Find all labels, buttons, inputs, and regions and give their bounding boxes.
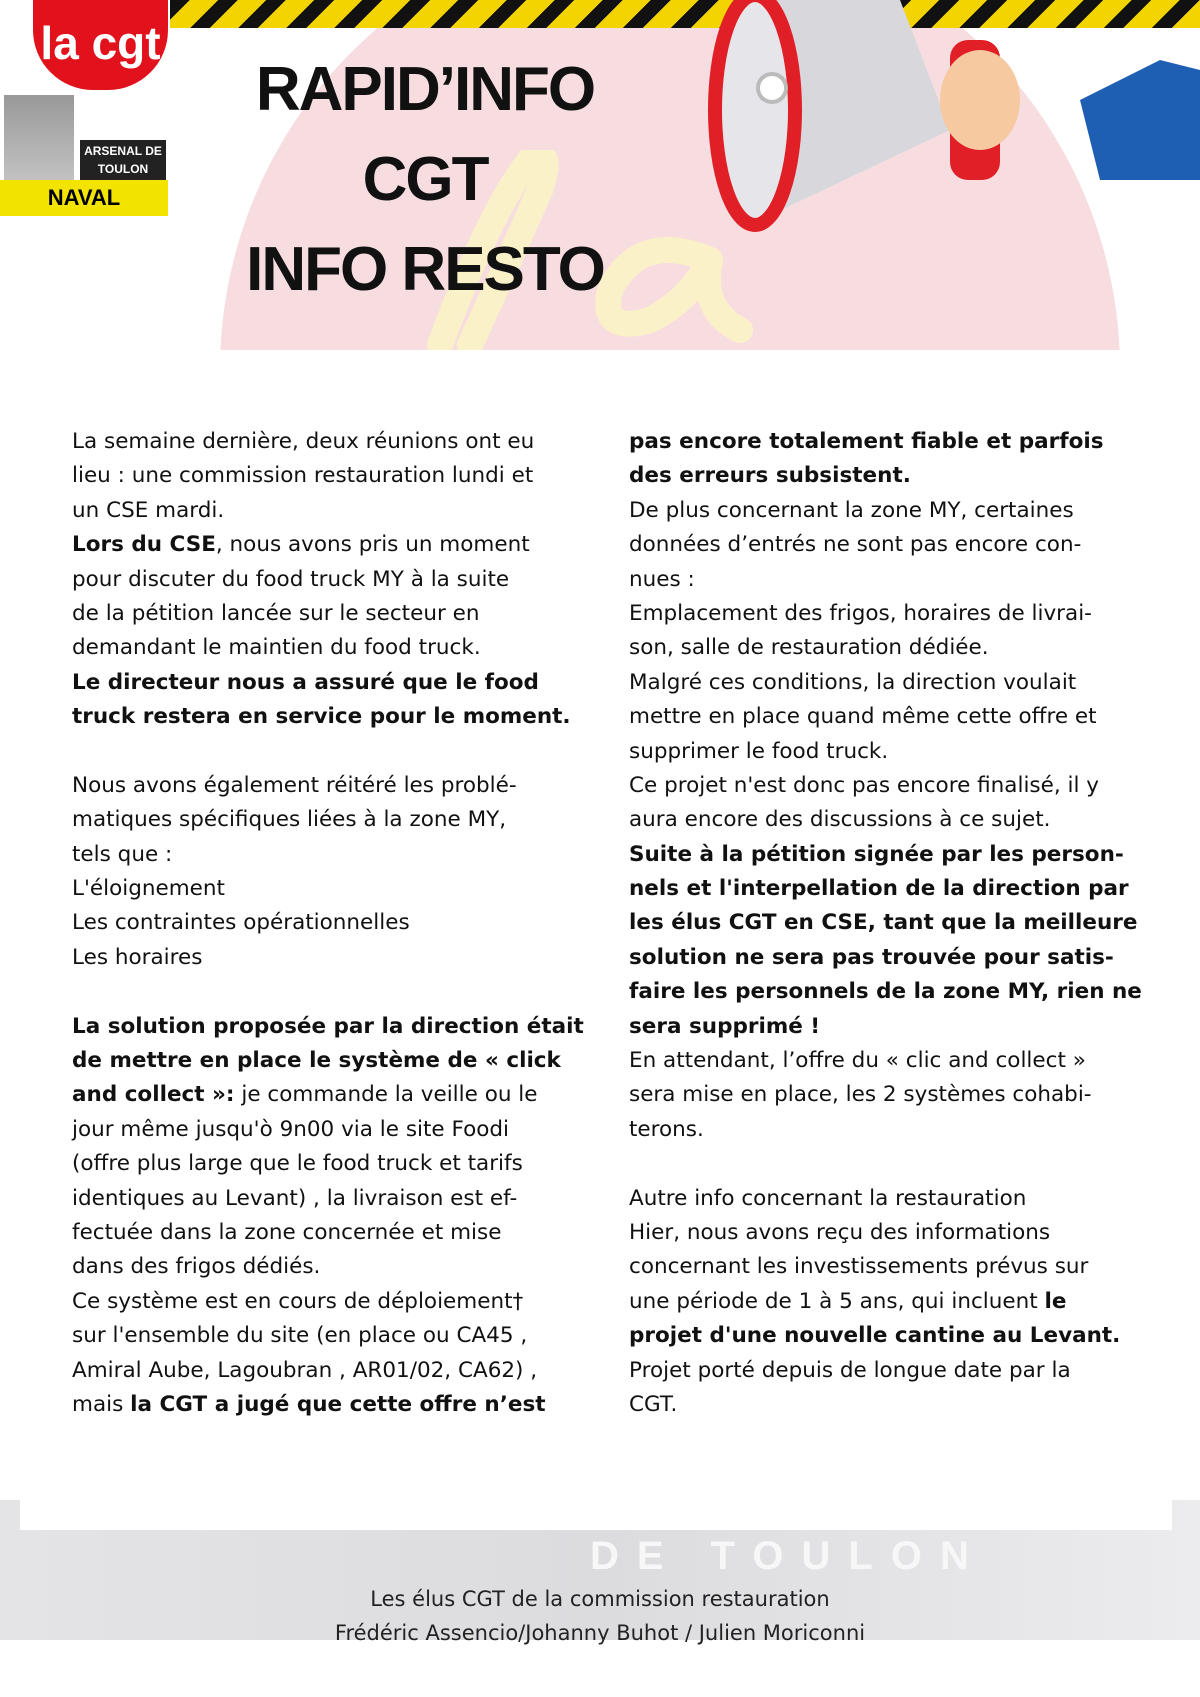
bold-text: La solution proposée par la direction était (72, 1013, 584, 1039)
text: sera mise en place, les 2 systèmes cohabi- (629, 1082, 1092, 1108)
text-line (72, 769, 592, 803)
text: sur l'ensemble du site (en place ou CA45 , (72, 1323, 528, 1349)
warning-stripes (170, 0, 1200, 28)
text-line (72, 494, 592, 528)
sleeve-icon (1080, 40, 1200, 180)
bold-text: faire les personnels de la zone MY, rien ne (629, 979, 1142, 1005)
text-line (629, 563, 1149, 597)
text: matiques spécifiques liées à la zone MY, (72, 807, 507, 833)
text-line (72, 1216, 592, 1250)
text: Projet porté depuis de longue date par la (629, 1357, 1071, 1383)
text-line (72, 1010, 592, 1044)
text: nues : (629, 566, 695, 592)
title-line-1: RAPID’INFO (255, 55, 595, 124)
footer-signature-line-1: Les élus CGT de la commission restauration (370, 1587, 830, 1611)
bold-text: Lors du CSE (72, 532, 216, 558)
text: Malgré ces conditions, la direction voulait (629, 669, 1077, 695)
text: mais (72, 1391, 131, 1417)
text: Emplacement des frigos, horaires de livrai- (629, 600, 1092, 626)
text: identiques au Levant) , la livraison est ef- (72, 1185, 518, 1211)
text-line (629, 1388, 1149, 1422)
text-line (629, 1319, 1149, 1353)
text: CGT. (629, 1391, 678, 1417)
text-line (72, 1388, 592, 1422)
arsenal-label: ARSENAL DE TOULON (80, 140, 166, 180)
cgt-arsenal-logo (0, 0, 168, 216)
bold-text: truck restera en service pour le moment. (72, 704, 571, 730)
bold-text: Suite à la pétition signée par les person- (629, 841, 1124, 867)
text-line (72, 1354, 592, 1388)
footer-signature-names: Frédéric Assencio/Johanny Buhot / Julien Moriconni (334, 1621, 866, 1645)
text-line (629, 666, 1149, 700)
text-line (629, 1216, 1149, 1250)
text-line (72, 1319, 592, 1353)
title-line-3: INFO RESTO (246, 235, 604, 304)
bold-text: la CGT a jugé que cette offre n’est (130, 1391, 546, 1417)
building-illustration (4, 95, 74, 180)
text-line (629, 1010, 1149, 1044)
text-line (72, 1113, 592, 1147)
bold-text: projet d'une nouvelle cantine au Levant. (629, 1323, 1121, 1349)
text: Autre info concernant la restauration (629, 1185, 1027, 1211)
bold-text: solution ne sera pas trouvée pour satis- (629, 944, 1114, 970)
text-line (629, 941, 1149, 975)
text: De plus concernant la zone MY, certaines (629, 497, 1074, 523)
text-line (629, 425, 1149, 459)
text-line (629, 631, 1149, 665)
text-line (72, 803, 592, 837)
text-line (629, 1182, 1149, 1216)
title-line-2: CGT (362, 145, 488, 214)
text-line (629, 803, 1149, 837)
text: , nous avons pris un moment (215, 532, 530, 558)
text-line (72, 631, 592, 665)
text: je commande la veille ou le (234, 1082, 538, 1108)
text: La semaine dernière, deux réunions ont eu (72, 429, 535, 454)
bold-text: de mettre en place le système de « click (72, 1048, 561, 1074)
text-line (72, 666, 592, 700)
text: mettre en place quand même cette offre et (629, 704, 1097, 730)
text: Amiral Aube, Lagoubran , AR01/02, CA62) , (72, 1357, 538, 1383)
text: Ce projet n'est donc pas encore finalisé, il y (629, 772, 1100, 798)
text-line (629, 769, 1149, 803)
text-line (629, 597, 1149, 631)
text-line (72, 1147, 592, 1181)
text: Nous avons également réitéré les problé- (72, 772, 517, 798)
text: Ce système est en cours de déploiement† (72, 1288, 524, 1314)
text-line (72, 1044, 592, 1078)
left-column (72, 425, 592, 1422)
naval-label: NAVAL (0, 180, 168, 216)
text-line (629, 459, 1149, 493)
text-line (629, 1285, 1149, 1319)
text: concernant les investissements prévus sur (629, 1254, 1089, 1280)
text-line (72, 563, 592, 597)
text: En attendant, l’offre du « clic and collect » (629, 1048, 1086, 1074)
text-line (72, 735, 592, 769)
text: supprimer le food truck. (629, 738, 889, 764)
text: fectuée dans la zone concernée et mise (72, 1219, 502, 1245)
text-line (72, 459, 592, 493)
right-column (629, 425, 1149, 1422)
megaphone-icon (700, 0, 1030, 240)
text-line (72, 1285, 592, 1319)
text-line (72, 1078, 592, 1112)
text-line (72, 528, 592, 562)
text: données d’entrés ne sont pas encore con- (629, 532, 1082, 558)
text: terons. (629, 1116, 704, 1142)
text-line (629, 1250, 1149, 1284)
text-line (629, 1113, 1149, 1147)
text: (offre plus large que le food truck et tarifs (72, 1151, 523, 1177)
bold-text: des erreurs subsistent. (629, 463, 911, 489)
bold-text: and collect »: (72, 1082, 235, 1108)
text: aura encore des discussions à ce sujet. (629, 807, 1051, 833)
cgt-logo: la cgt (33, 0, 168, 90)
bold-text: sera supprimé ! (629, 1013, 821, 1039)
text-line (72, 700, 592, 734)
text-line (72, 906, 592, 940)
text: une période de 1 à 5 ans, qui incluent (629, 1288, 1045, 1314)
text: dans des frigos dédiés. (72, 1254, 321, 1280)
text-line (629, 700, 1149, 734)
text-line (629, 1078, 1149, 1112)
text-line (629, 1044, 1149, 1078)
text-line (629, 1354, 1149, 1388)
bold-text: pas encore totalement fiable et parfois (629, 429, 1104, 454)
bold-text: les élus CGT en CSE, tant que la meilleure (629, 910, 1138, 936)
bold-text: le (1044, 1288, 1067, 1314)
text: son, salle de restauration dédiée. (629, 635, 989, 661)
text-line (72, 872, 592, 906)
text: Les contraintes opérationnelles (72, 910, 410, 936)
bold-text: nels et l'interpellation de la direction par (629, 876, 1129, 902)
text: L'éloignement (72, 876, 225, 902)
text-line (72, 838, 592, 872)
text: jour même jusqu'ò 9n00 via le site Foodi (72, 1116, 510, 1142)
text-line (629, 1147, 1149, 1181)
text: lieu : une commission restauration lundi et (72, 463, 534, 489)
text: de la pétition lancée sur le secteur en (72, 600, 480, 626)
text: demandant le maintien du food truck. (72, 635, 481, 661)
text: Les horaires (72, 944, 203, 970)
text-line (629, 872, 1149, 906)
text-line (629, 975, 1149, 1009)
text-line (72, 941, 592, 975)
bold-text: Le directeur nous a assuré que le food (72, 669, 539, 695)
text: Hier, nous avons reçu des informations (629, 1219, 1051, 1245)
text-line (629, 838, 1149, 872)
text-line (629, 735, 1149, 769)
text-line (72, 975, 592, 1009)
text-line (629, 528, 1149, 562)
text-line (629, 494, 1149, 528)
text: pour discuter du food truck MY à la suite (72, 566, 510, 592)
text-line (72, 1250, 592, 1284)
text: un CSE mardi. (72, 497, 225, 523)
background-watermark: DE TOULON (590, 1534, 987, 1578)
text-line (72, 425, 592, 459)
text-line (72, 597, 592, 631)
text: tels que : (72, 841, 173, 867)
text-line (629, 906, 1149, 940)
text-line (72, 1182, 592, 1216)
